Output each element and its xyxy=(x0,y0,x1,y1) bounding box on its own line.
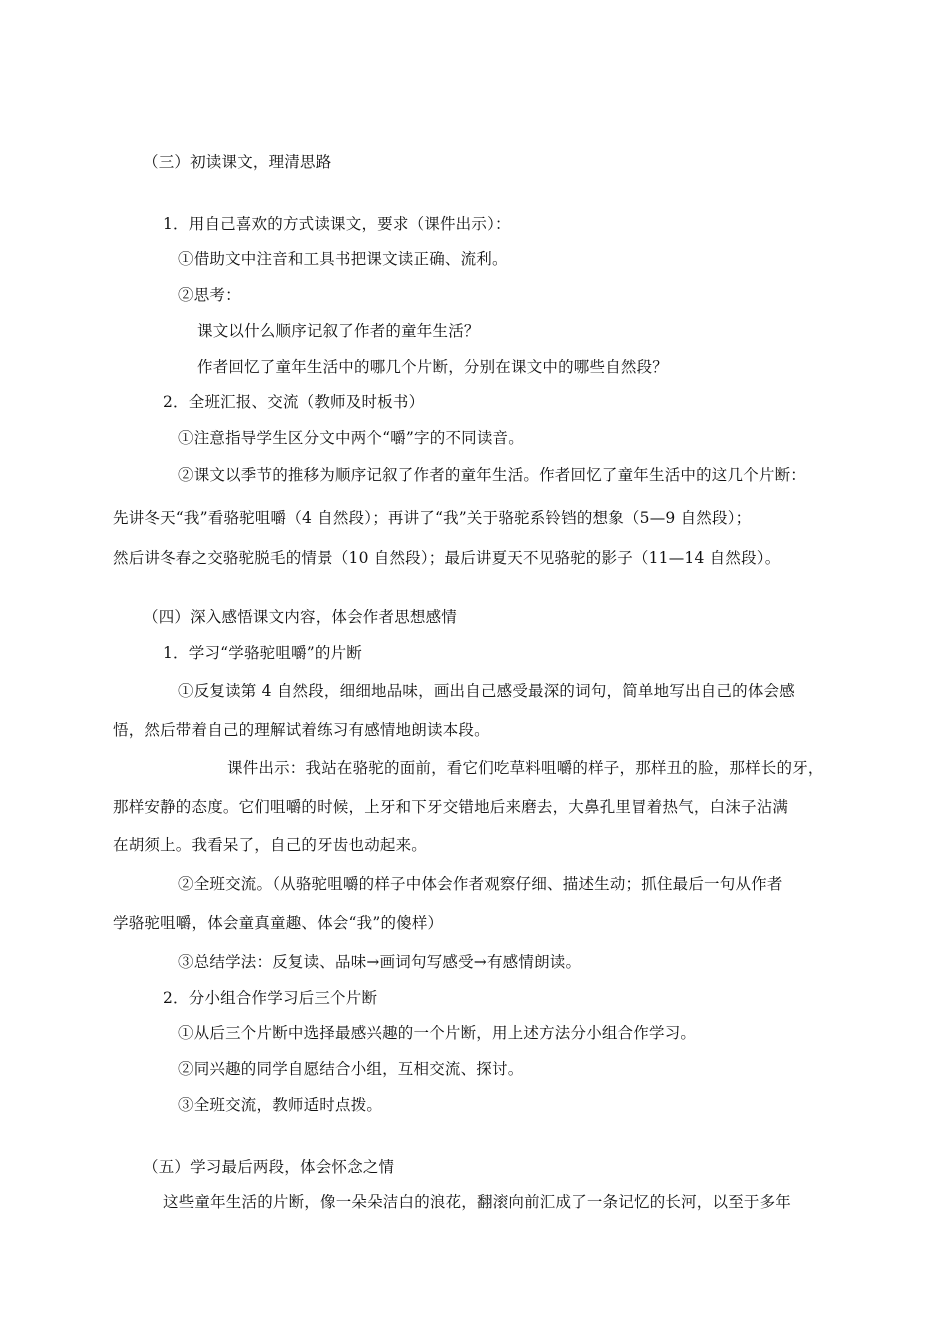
section3-item2-b-line3: 然后讲冬春之交骆驼脱毛的情景（10 自然段）；最后讲夏天不见骆驼的影子（11—14 自然段）。 xyxy=(113,549,781,567)
section3-item2-b-line2: 先讲冬天“我”看骆驼咀嚼（4 自然段）；再讲了“我”关于骆驼系铃铛的想象（5—9 自然段）； xyxy=(113,509,752,527)
section5-paragraph-line1: 这些童年生活的片断，像一朵朵洁白的浪花，翻滚向前汇成了一条记忆的长河，以至于多年 xyxy=(163,1193,792,1211)
section4-item2-a: ①从后三个片断中选择最感兴趣的一个片断，用上述方法分小组合作学习。 xyxy=(178,1024,697,1042)
section4-item1-b-line2: 学骆驼咀嚼，体会童真童趣、体会“我”的傻样） xyxy=(113,914,444,932)
section4-item2: 2．分小组合作学习后三个片断 xyxy=(163,989,378,1007)
section3-item1-b: ②思考： xyxy=(178,286,241,304)
section3-question-2: 作者回忆了童年生活中的哪几个片断，分别在课文中的哪些自然段？ xyxy=(197,358,669,376)
section-heading-4: （四）深入感悟课文内容，体会作者思想感情 xyxy=(143,608,458,626)
section3-question-1: 课文以什么顺序记叙了作者的童年生活？ xyxy=(197,322,480,340)
section-heading-5: （五）学习最后两段，体会怀念之情 xyxy=(143,1158,395,1176)
section3-item2-b-line1: ②课文以季节的推移为顺序记叙了作者的童年生活。作者回忆了童年生活中的这几个片断： xyxy=(178,466,807,484)
section3-item1: 1．用自己喜欢的方式读课文，要求（课件出示）： xyxy=(163,215,511,233)
courseware-line1: 课件出示：我站在骆驼的面前，看它们吃草料咀嚼的样子，那样丑的脸，那样长的牙， xyxy=(227,759,824,777)
section4-item2-c: ③全班交流，教师适时点拨。 xyxy=(178,1096,383,1114)
section3-item2-a: ①注意指导学生区分文中两个“嚼”字的不同读音。 xyxy=(178,429,524,447)
section4-item1: 1．学习“学骆驼咀嚼”的片断 xyxy=(163,644,363,662)
section4-item1-a-line1: ①反复读第 4 自然段，细细地品味，画出自己感受最深的词句，简单地写出自己的体会感 xyxy=(178,682,795,700)
section3-item2: 2．全班汇报、交流（教师及时板书） xyxy=(163,393,425,411)
section3-item1-a: ①借助文中注音和工具书把课文读正确、流利。 xyxy=(178,250,508,268)
courseware-line3: 在胡须上。我看呆了，自己的牙齿也动起来。 xyxy=(113,836,428,854)
section-heading-3: （三）初读课文，理清思路 xyxy=(143,153,332,171)
section4-item1-b-line1: ②全班交流。（从骆驼咀嚼的样子中体会作者观察仔细、描述生动；抓住最后一句从作者 xyxy=(178,875,783,893)
section4-item1-c: ③总结学法：反复读、品味→画词句写感受→有感情朗读。 xyxy=(178,953,582,971)
section4-item1-a-line2: 悟，然后带着自己的理解试着练习有感情地朗读本段。 xyxy=(113,721,490,739)
courseware-line2: 那样安静的态度。它们咀嚼的时候，上牙和下牙交错地后来磨去，大鼻孔里冒着热气，白沫子沾满 xyxy=(113,798,789,816)
section4-item2-b: ②同兴趣的同学自愿结合小组，互相交流、探讨。 xyxy=(178,1060,524,1078)
